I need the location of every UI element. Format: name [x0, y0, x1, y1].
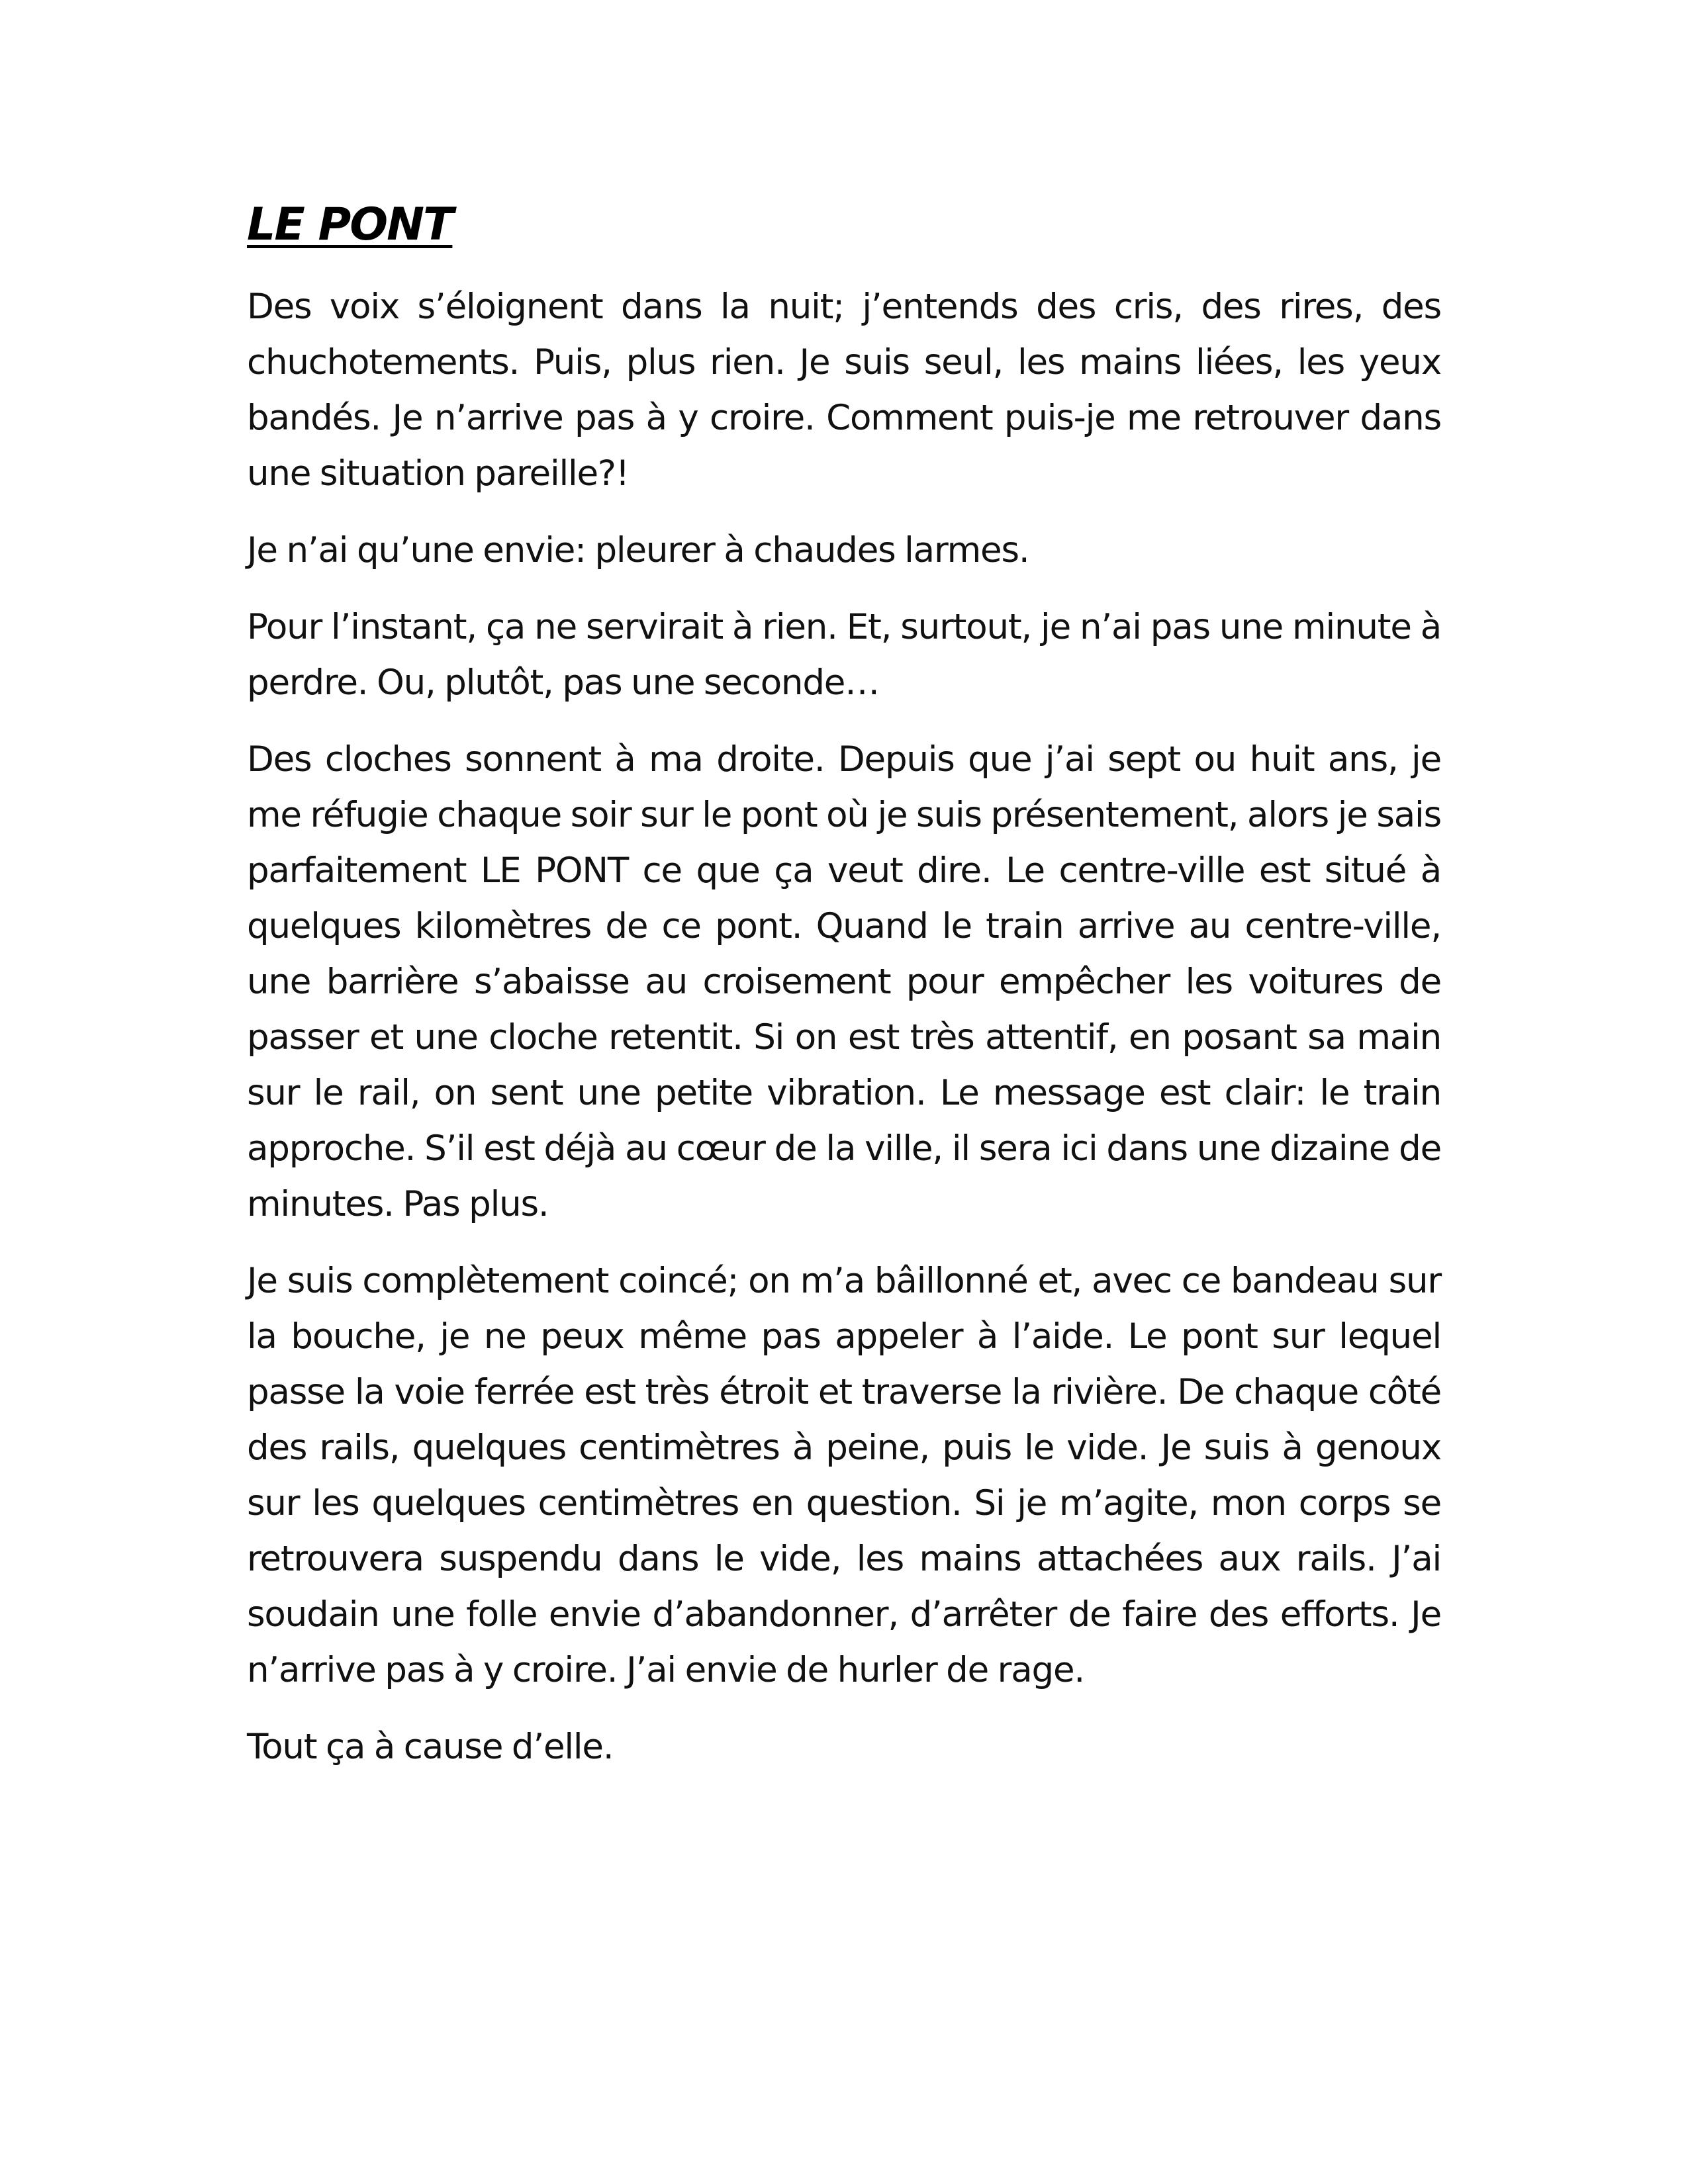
paragraph-1: Des voix s’éloignent dans la nuit; j’entends des cris, des rires, des chuchotements. Puis, plus rien. Je suis seul, les mains liées, les yeux bandés. Je n’arrive pas à y croire. Comment puis-je me retrouver dans une situation pareille?! — [247, 287, 1441, 494]
paragraph-6: Tout ça à cause d’elle. — [247, 1727, 614, 1767]
paragraph-3: Pour l’instant, ça ne servirait à rien. Et, surtout, je n’ai pas une minute à perdre. Ou, plutôt, pas une seconde… — [247, 607, 1441, 703]
document-title: LE PONT — [247, 199, 453, 251]
paragraph-2: Je n’ai qu’une envie: pleurer à chaudes larmes. — [247, 530, 1029, 570]
document-body — [247, 199, 1441, 1796]
paragraph-4: Des cloches sonnent à ma droite. Depuis que j’ai sept ou huit ans, je me réfugie chaque soir sur le pont où je suis présentement, alors je sais parfaitement LE PONT ce que ça veut dire. Le centre-ville est situé à quelques kilomètres de ce pont. Quand le train arrive au centre-ville, une barrière s’abaisse au croisement pour empêcher les voitures de passer et une cloche retentit. Si on est très attentif, en posant sa main sur le rail, on sent une petite vibration. Le message est clair: le train approche. S’il est déjà au cœur de la ville, il sera ici dans une dizaine de minutes. Pas plus. — [247, 739, 1441, 1224]
paragraph-5: Je suis complètement coincé; on m’a bâillonné et, avec ce bandeau sur la bouche, je ne peux même pas appeler à l’aide. Le pont sur lequel passe la voie ferrée est très étroit et traverse la rivière. De chaque côté des rails, quelques centimètres à peine, puis le vide. Je suis à genoux sur les quelques centimètres en question. Si je m’agite, mon corps se retrouvera suspendu dans le vide, les mains attachées aux rails. J’ai soudain une folle envie d’abandonner, d’arrêter de faire des efforts. Je n’arrive pas à y croire. J’ai envie de hurler de rage. — [247, 1261, 1441, 1690]
